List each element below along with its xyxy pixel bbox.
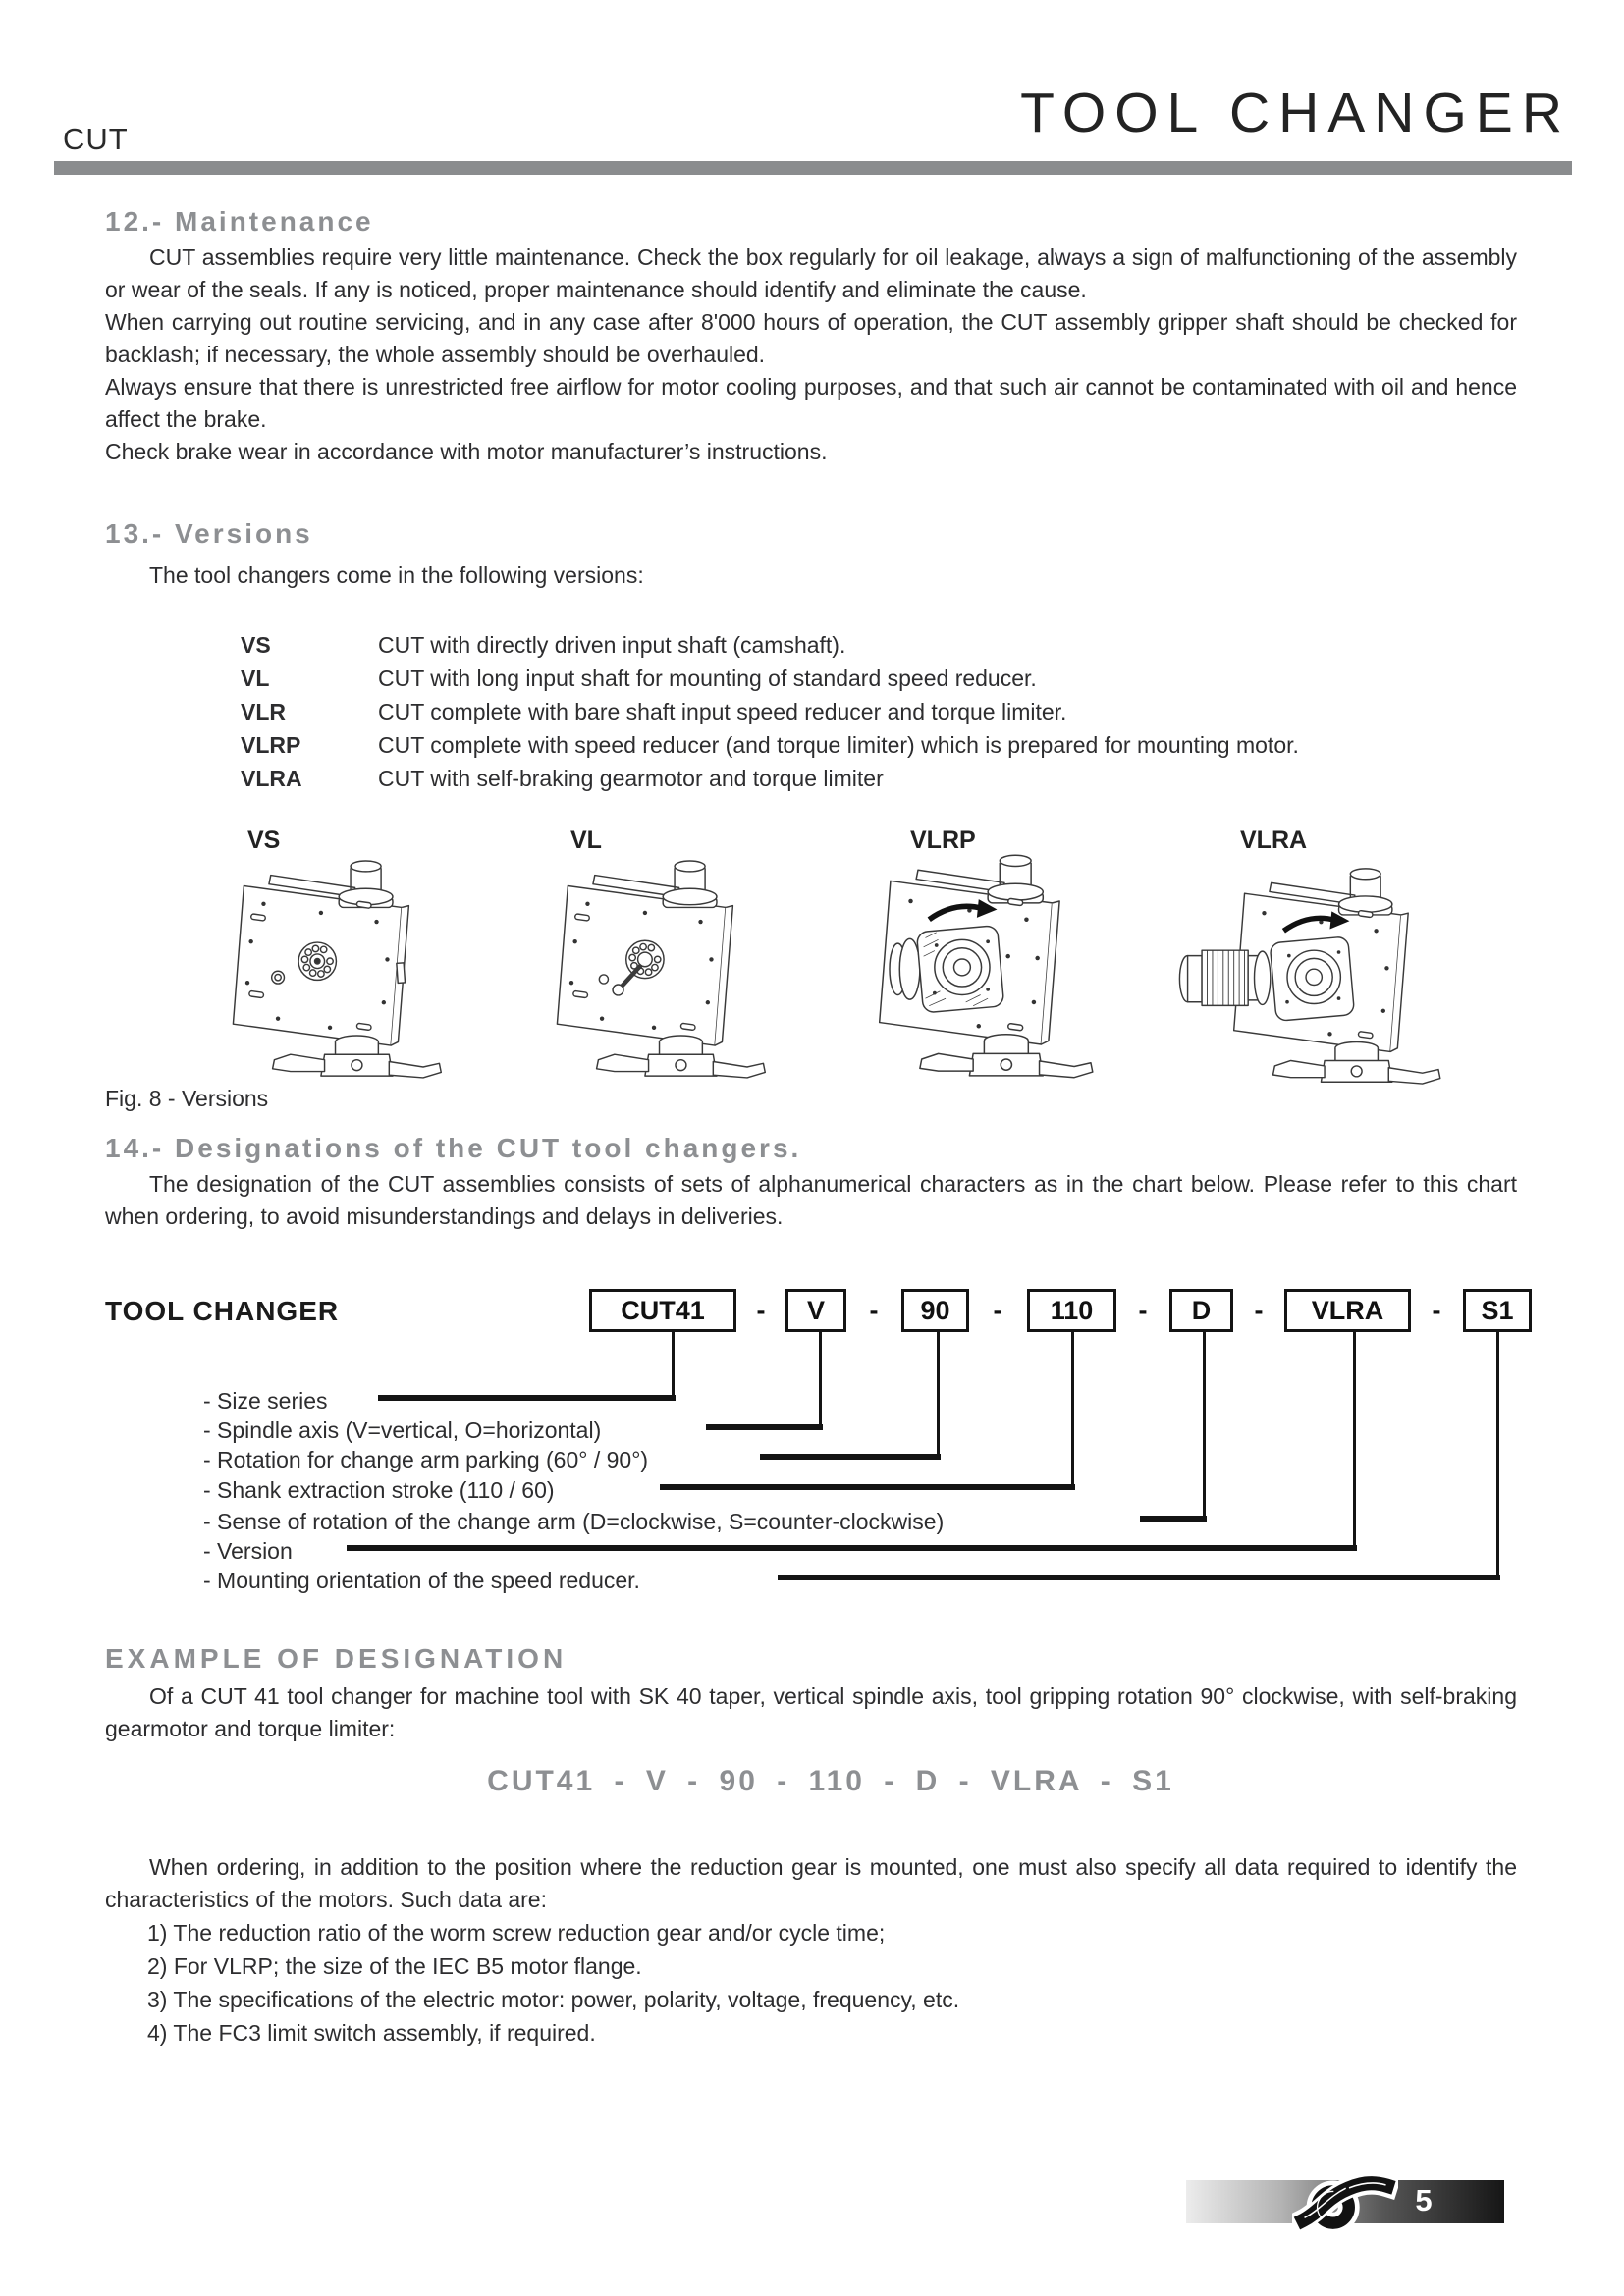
section-heading-designations: 14.- Designations of the CUT tool changers.	[105, 1133, 802, 1163]
version-code: VLRP	[241, 732, 301, 758]
chart-desc-stroke: - Shank extraction stroke (110 / 60)	[203, 1477, 555, 1503]
chart-connector-line	[1071, 1332, 1074, 1490]
version-description: CUT with directly driven input shaft (camshaft).	[378, 632, 846, 658]
version-item	[241, 695, 1299, 728]
chart-connector-line	[778, 1575, 1500, 1580]
chart-connector-line	[378, 1395, 676, 1401]
chart-desc-version: - Version	[203, 1538, 293, 1564]
page-title: TOOL CHANGER	[1020, 81, 1571, 144]
chart-connector-line	[1140, 1516, 1207, 1522]
version-code: VS	[241, 632, 271, 658]
version-drawing-vlra	[1159, 858, 1473, 1094]
chart-connector-line	[937, 1332, 940, 1460]
paragraph: Of a CUT 41 tool changer for machine tool with SK 40 taper, vertical spindle axis, tool gripping rotation 90° clockwise, with self-braking gearmotor and torque limiter:	[105, 1683, 1517, 1741]
chart-separator: -	[993, 1296, 1002, 1325]
chart-connector-line	[660, 1484, 1075, 1490]
ordering-data-list	[105, 1916, 1517, 2050]
chart-connector-line	[706, 1424, 823, 1430]
example-designation: CUT41 - V - 90 - 110 - D - VLRA - S1	[487, 1765, 1174, 1797]
paragraph: Check brake wear in accordance with motor manufacturer’s instructions.	[105, 439, 828, 464]
versions-list	[241, 628, 1299, 795]
paragraph: Always ensure that there is unrestricted free airflow for motor cooling purposes, and that such air cannot be contaminated with oil and hence affect the brake.	[105, 374, 1517, 432]
chart-separator: -	[1254, 1296, 1264, 1325]
version-description: CUT with self-braking gearmotor and torque limiter	[378, 766, 884, 791]
paragraph: When carrying out routine servicing, and in any case after 8'000 hours of operation, the CUT assembly gripper shaft should be checked for backlash; if necessary, the whole assembly should be overhauled.	[105, 309, 1517, 367]
version-code: VLRA	[241, 766, 302, 791]
chart-box-rotation: 90	[901, 1289, 969, 1332]
paragraph: CUT assemblies require very little maintenance. Check the box regularly for oil leakage, always a sign of malfunctioning of the assembly or wear of the seals. If any is noticed, proper maintenance should identify and eliminate the cause.	[105, 244, 1517, 302]
version-drawing-vlrp	[866, 844, 1113, 1088]
version-drawing-vs	[224, 850, 458, 1088]
maintenance-paragraphs	[105, 241, 1517, 468]
chart-desc-sense: - Sense of rotation of the change arm (D=clockwise, S=counter-clockwise)	[203, 1509, 945, 1534]
figure-label-vl: VL	[570, 827, 602, 854]
list-item: 3) The specifications of the electric motor: power, polarity, voltage, frequency, etc.	[147, 1987, 960, 2012]
version-code: VLR	[241, 699, 286, 724]
chart-separator: -	[1138, 1296, 1148, 1325]
chart-box-stroke: 110	[1027, 1289, 1116, 1332]
chart-connector-line	[819, 1332, 822, 1430]
designation-chart	[0, 1256, 1624, 1610]
version-description: CUT complete with bare shaft input speed reducer and torque limiter.	[378, 699, 1067, 724]
figure-label-vlrp: VLRP	[910, 827, 976, 854]
chart-connector-line	[1203, 1332, 1206, 1522]
chart-desc-spindle: - Spindle axis (V=vertical, O=horizontal)	[203, 1417, 602, 1443]
brand-logo-icon	[1292, 2163, 1398, 2235]
chart-desc-orientation: - Mounting orientation of the speed reducer.	[203, 1568, 640, 1593]
chart-desc-size: - Size series	[203, 1388, 328, 1414]
version-code: VL	[241, 666, 270, 691]
section-heading-example: EXAMPLE OF DESIGNATION	[105, 1643, 568, 1674]
versions-intro: The tool changers come in the following versions:	[149, 562, 644, 588]
chart-box-sense: D	[1169, 1289, 1233, 1332]
section-heading-maintenance: 12.- Maintenance	[105, 206, 374, 237]
chart-desc-rotation: - Rotation for change arm parking (60° / 90°)	[203, 1447, 649, 1472]
designations-intro	[105, 1168, 1517, 1233]
chart-label: TOOL CHANGER	[105, 1296, 340, 1326]
list-item: 2) For VLRP; the size of the IEC B5 motor flange.	[147, 1953, 642, 1979]
ordering-block	[105, 1851, 1517, 2050]
brand-text: CUT	[63, 122, 129, 156]
chart-separator: -	[869, 1296, 879, 1325]
chart-box-orientation: S1	[1463, 1289, 1532, 1332]
list-item: 1) The reduction ratio of the worm screw reduction gear and/or cycle time;	[147, 1920, 886, 1946]
header-rule	[54, 161, 1572, 175]
chart-separator: -	[756, 1296, 766, 1325]
chart-connector-line	[672, 1332, 675, 1401]
chart-box-version: VLRA	[1284, 1289, 1411, 1332]
list-item: 4) The FC3 limit switch assembly, if required.	[147, 2020, 596, 2046]
version-item	[241, 762, 1299, 795]
chart-connector-line	[760, 1454, 941, 1460]
version-item	[241, 662, 1299, 695]
version-item	[241, 728, 1299, 762]
version-drawing-vl	[548, 850, 782, 1088]
figure-caption: Fig. 8 - Versions	[105, 1086, 269, 1111]
chart-connector-line	[1353, 1332, 1356, 1551]
chart-box-size: CUT41	[589, 1289, 736, 1332]
paragraph: The designation of the CUT assemblies consists of sets of alphanumerical characters as in the chart below. Please refer to this chart when ordering, to avoid misunderstandings and delays in deliveries.	[105, 1171, 1517, 1229]
example-intro	[105, 1681, 1517, 1745]
chart-connector-line	[1496, 1332, 1499, 1580]
chart-connector-line	[347, 1545, 1357, 1551]
page-number: 5	[1415, 2183, 1433, 2217]
chart-box-spindle: V	[785, 1289, 846, 1332]
version-item	[241, 628, 1299, 662]
figure-label-vlra: VLRA	[1240, 827, 1308, 854]
chart-separator: -	[1432, 1296, 1441, 1325]
section-heading-versions: 13.- Versions	[105, 518, 313, 549]
version-description: CUT with long input shaft for mounting of standard speed reducer.	[378, 666, 1037, 691]
version-description: CUT complete with speed reducer (and torque limiter) which is prepared for mounting motor.	[378, 732, 1299, 758]
figure-label-vs: VS	[247, 827, 281, 854]
ordering-note: When ordering, in addition to the position where the reduction gear is mounted, one must also specify all data required to identify the characteristics of the motors. Such data are:	[105, 1854, 1517, 1912]
